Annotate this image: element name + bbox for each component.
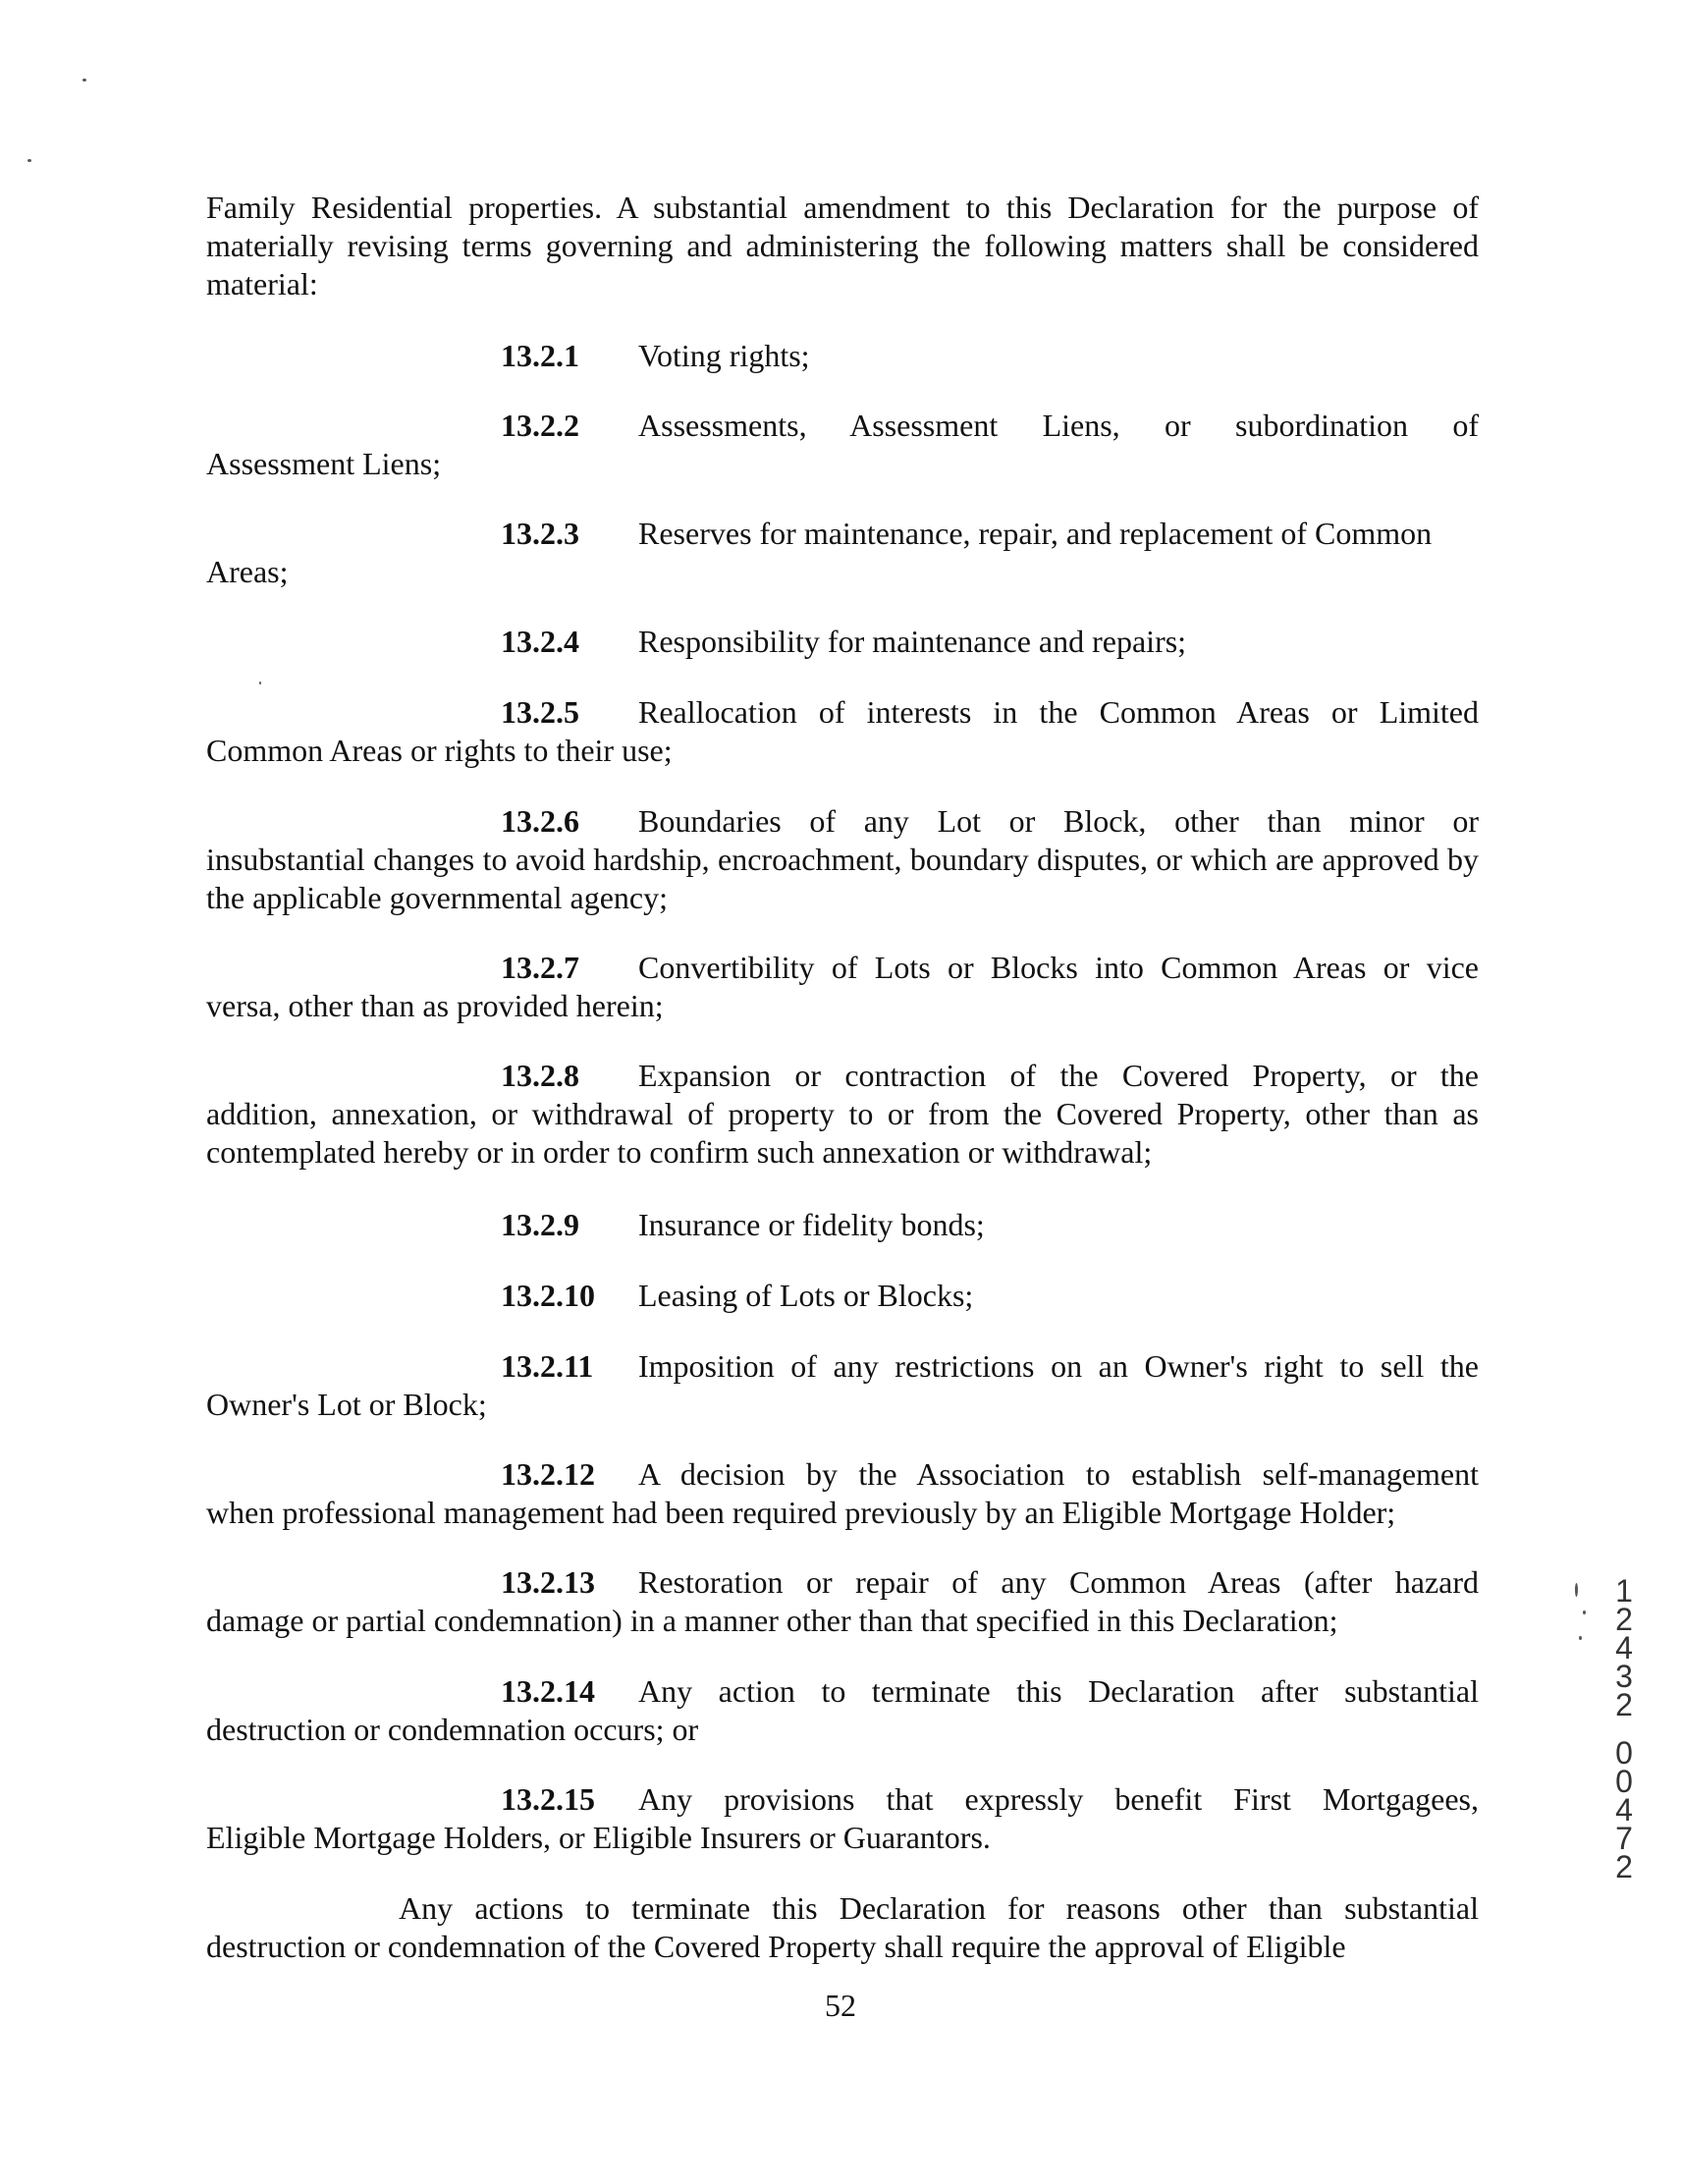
list-item bbox=[206, 337, 1479, 375]
list-item bbox=[206, 1455, 1479, 1532]
stamp-digit: 4 bbox=[1615, 1792, 1633, 1828]
stamp-digit: 4 bbox=[1615, 1630, 1633, 1665]
item-number: 13.2.7 bbox=[501, 950, 579, 985]
stamp-digit: 3 bbox=[1615, 1659, 1633, 1694]
item-number: 13.2.4 bbox=[501, 624, 579, 659]
scan-speck bbox=[82, 79, 86, 82]
item-text-continued: versa, other than as provided herein; bbox=[206, 988, 664, 1023]
item-number: 13.2.10 bbox=[501, 1278, 595, 1313]
stamp-digit: 0 bbox=[1615, 1764, 1633, 1799]
item-text-continued: destruction or condemnation occurs; or bbox=[206, 1712, 699, 1747]
item-number: 13.2.9 bbox=[501, 1207, 579, 1242]
item-number: 13.2.8 bbox=[501, 1058, 579, 1093]
list-item bbox=[206, 693, 1479, 770]
list-item bbox=[206, 1672, 1479, 1749]
item-text: Boundaries of any Lot or Block, other than minor or bbox=[638, 803, 1479, 839]
list-item bbox=[206, 1563, 1479, 1640]
item-text: Leasing of Lots or Blocks; bbox=[638, 1278, 974, 1313]
item-text: Imposition of any restrictions on an Owner's right to sell the bbox=[638, 1348, 1479, 1384]
scan-speck bbox=[259, 682, 261, 684]
item-number: 13.2.3 bbox=[501, 516, 579, 551]
list-item bbox=[206, 1780, 1479, 1857]
stamp-digit: 7 bbox=[1615, 1821, 1633, 1856]
recording-stamp bbox=[1606, 1573, 1642, 1884]
item-text: Any action to terminate this Declaration after substantial bbox=[638, 1673, 1479, 1709]
item-text: Responsibility for maintenance and repairs; bbox=[638, 624, 1187, 659]
item-text-continued: Areas; bbox=[206, 554, 289, 589]
item-text: Restoration or repair of any Common Areas (after hazard bbox=[638, 1564, 1479, 1600]
item-number: 13.2.14 bbox=[501, 1673, 595, 1709]
list-item bbox=[206, 802, 1479, 917]
item-text: Expansion or contraction of the Covered Property, or the bbox=[638, 1058, 1479, 1093]
scan-speck bbox=[1575, 1583, 1578, 1597]
stamp-digit: 2 bbox=[1615, 1602, 1633, 1637]
list-item bbox=[206, 1347, 1479, 1424]
item-number: 13.2.11 bbox=[501, 1348, 594, 1384]
item-number: 13.2.12 bbox=[501, 1456, 595, 1492]
item-text: Voting rights; bbox=[638, 338, 810, 373]
item-number: 13.2.6 bbox=[501, 803, 579, 839]
page-number: 52 bbox=[825, 1988, 856, 2023]
item-number: 13.2.15 bbox=[501, 1781, 595, 1817]
item-text: Reserves for maintenance, repair, and replacement of Common bbox=[638, 516, 1433, 551]
list-item bbox=[206, 949, 1479, 1025]
stamp-digit: 0 bbox=[1615, 1735, 1633, 1771]
list-item bbox=[206, 1206, 1479, 1244]
stamp-digit: 1 bbox=[1615, 1573, 1633, 1609]
item-text: A decision by the Association to establish self-management bbox=[638, 1456, 1479, 1492]
item-text: Any provisions that expressly benefit First Mortgagees, bbox=[638, 1781, 1479, 1817]
item-text-continued: Eligible Mortgage Holders, or Eligible Insurers or Guarantors. bbox=[206, 1820, 991, 1855]
item-text: Assessments, Assessment Liens, or subordination of bbox=[638, 408, 1479, 443]
list-item bbox=[206, 515, 1479, 591]
item-text: Convertibility of Lots or Blocks into Common Areas or vice bbox=[638, 950, 1479, 985]
item-text-continued: insubstantial changes to avoid hardship, encroachment, boundary disputes, or which are approved by the applicable governmental agency; bbox=[206, 842, 1479, 915]
list-item bbox=[206, 407, 1479, 483]
item-text-continued: Common Areas or rights to their use; bbox=[206, 733, 673, 768]
stamp-digit: 2 bbox=[1615, 1687, 1633, 1722]
item-text-continued: Owner's Lot or Block; bbox=[206, 1387, 487, 1422]
list-item bbox=[206, 1057, 1479, 1172]
list-item bbox=[206, 1277, 1479, 1315]
item-number: 13.2.5 bbox=[501, 694, 579, 730]
item-text-continued: damage or partial condemnation) in a manner other than that specified in this Declaration; bbox=[206, 1603, 1338, 1638]
item-text-continued: when professional management had been required previously by an Eligible Mortgage Holder; bbox=[206, 1495, 1396, 1530]
item-text-continued: addition, annexation, or withdrawal of property to or from the Covered Property, other than as contemplated hereby or in order to confirm such annexation or withdrawal; bbox=[206, 1096, 1479, 1170]
item-number: 13.2.1 bbox=[501, 338, 579, 373]
item-text: Reallocation of interests in the Common Areas or Limited bbox=[638, 694, 1479, 730]
item-number: 13.2.13 bbox=[501, 1564, 595, 1600]
scan-speck bbox=[1579, 1636, 1582, 1640]
item-text: Insurance or fidelity bonds; bbox=[638, 1207, 985, 1242]
list-item bbox=[206, 623, 1479, 661]
scan-speck bbox=[27, 159, 31, 162]
item-number: 13.2.2 bbox=[501, 408, 579, 443]
item-text-continued: Assessment Liens; bbox=[206, 446, 442, 481]
closing-paragraph: Any actions to terminate this Declaration for reasons other than substantial destruction or condemnation of the Covered Property shall require the approval of Eligible bbox=[206, 1890, 1479, 1964]
scan-speck bbox=[1583, 1611, 1586, 1614]
stamp-digit: 2 bbox=[1615, 1849, 1633, 1884]
intro-paragraph: Family Residential properties. A substantial amendment to this Declaration for the purpose of materially revising terms governing and administering the following matters shall be considered material: bbox=[206, 190, 1479, 301]
